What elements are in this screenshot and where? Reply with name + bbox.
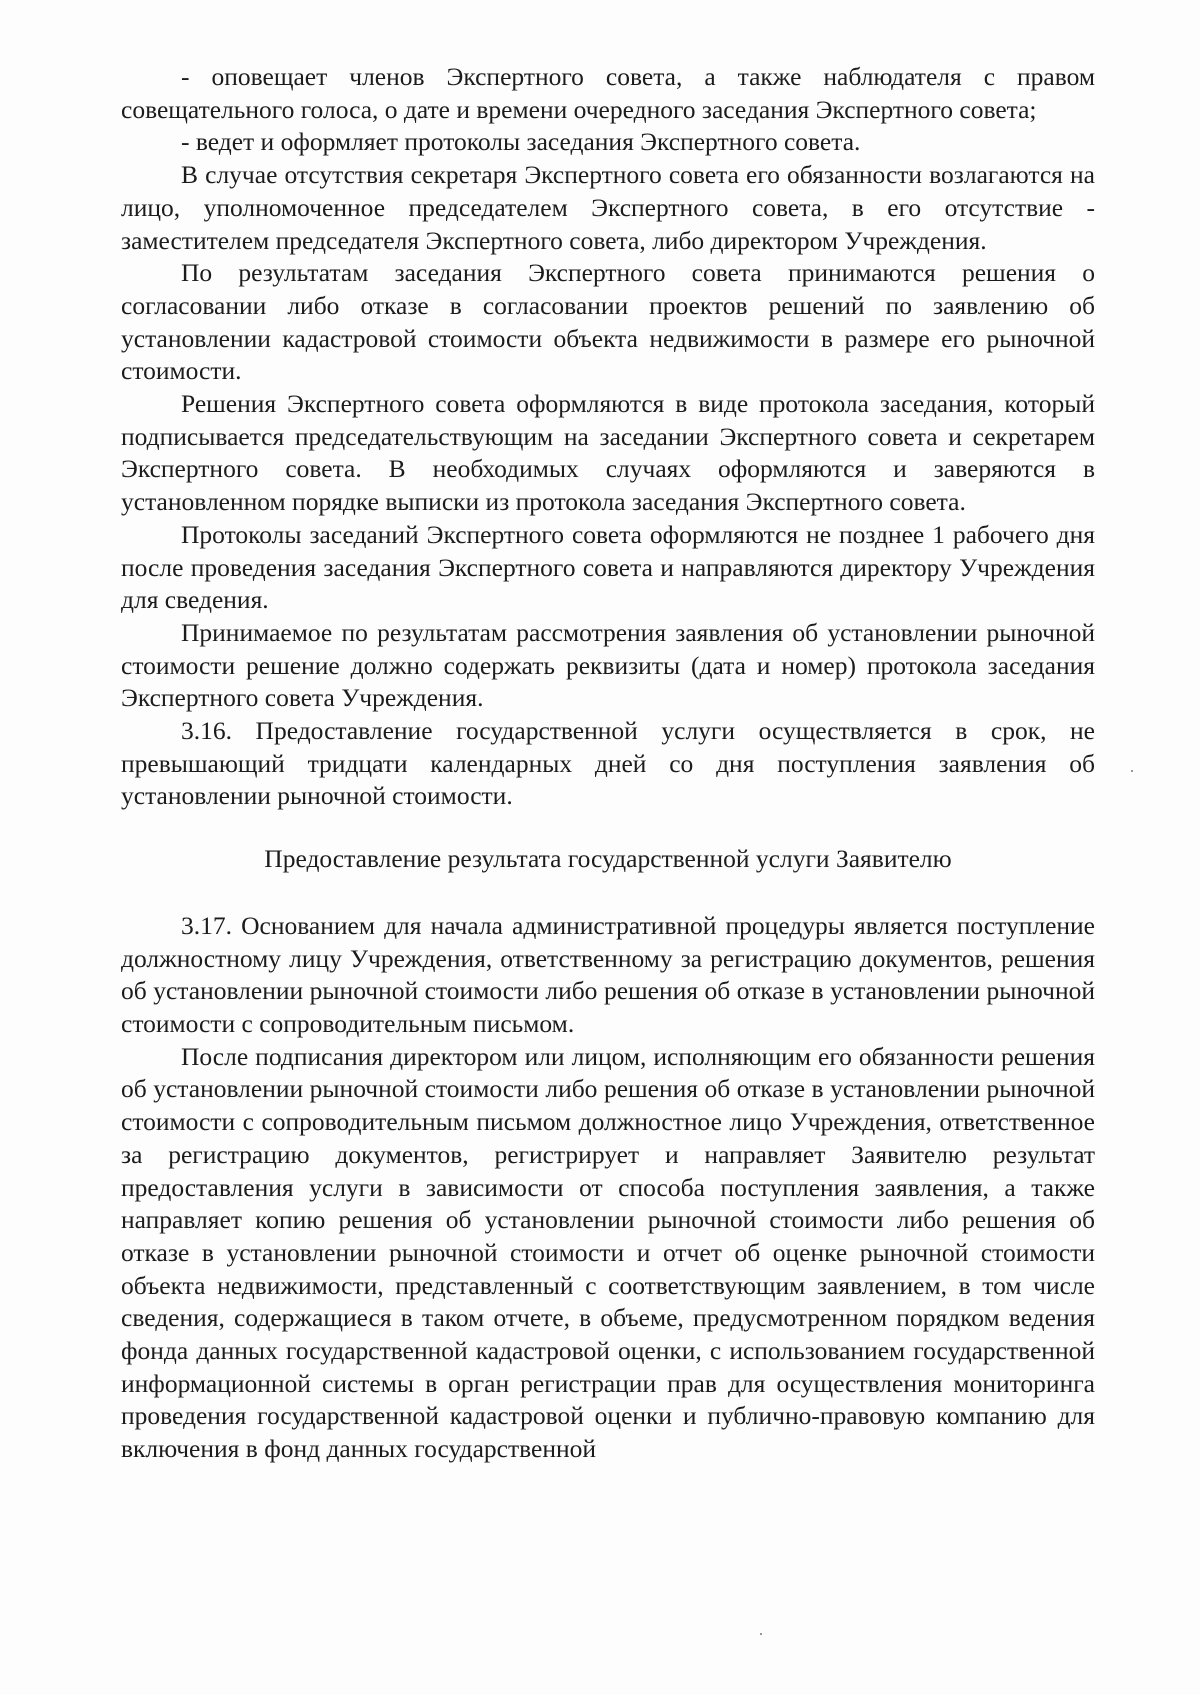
scan-speck: [760, 1633, 762, 1635]
paragraph-meeting-results: По результатам заседания Экспертного совета принимаются решения о согласовании либо отказе в согласовании проектов решений по заявлению об установлении кадастровой стоимости объекта недвижимости в размере его рыночной стоимости.: [121, 258, 1095, 386]
paragraph-secretary-absence: В случае отсутствия секретаря Экспертного совета его обязанности возлагаются на лицо, уполномоченное председателем Экспертного совета, в его отсутствие - заместителем председателя Экспертного совета, либо директором Учреждения.: [121, 160, 1095, 255]
paragraph-notify-members: - оповещает членов Экспертного совета, а также наблюдателя с правом совещательного голоса, о дате и времени очередного заседания Экспертного совета;: [121, 62, 1095, 124]
paragraph-decision-requisites: Принимаемое по результатам рассмотрения заявления об установлении рыночной стоимости решение должно содержать реквизиты (дата и номер) протокола заседания Экспертного совета Учреждения.: [121, 617, 1095, 713]
document-body: [121, 61, 1095, 1466]
paragraph-protocol-deadline: Протоколы заседаний Экспертного совета оформляются не позднее 1 рабочего дня после проведения заседания Экспертного совета и направляются директору Учреждения для сведения.: [121, 519, 1095, 615]
section-heading: Предоставление результата государственной услуги Заявителю: [264, 844, 952, 874]
paragraph-keep-protocols: - ведет и оформляет протоколы заседания Экспертного совета.: [181, 127, 861, 157]
paragraph-3-17: 3.17. Основанием для начала административной процедуры является поступление должностному лицу Учреждения, ответственному за регистрацию документов, решения об установлении рыночной стоимости либо решения об отказе в установлении рыночной стоимости с сопроводительным письмом.: [121, 910, 1095, 1038]
paragraph-3-16: 3.16. Предоставление государственной услуги осуществляется в срок, не превышающий тридцати календарных дней со дня поступления заявления об установлении рыночной стоимости.: [121, 716, 1095, 811]
scan-speck: [1131, 770, 1133, 772]
paragraph-decisions-protocol: Решения Экспертного совета оформляются в виде протокола заседания, который подписывается председательствующим на заседании Экспертного совета и секретарем Экспертного совета. В необходимых случаях оформляются и заверяются в установленном порядке выписки из протокола заседания Экспертного совета.: [121, 389, 1095, 517]
paragraph-after-signing: После подписания директором или лицом, исполняющим его обязанности решения об установлении рыночной стоимости либо решения об отказе в установлении рыночной стоимости с сопроводительным письмом должностное лицо Учреждения, ответственное за регистрацию документов, регистрирует и направляет Заявителю результат предоставления услуги в зависимости от способа поступления заявления, а также направляет копию решения об установлении рыночной стоимости либо решения об отказе в установлении рыночной стоимости и отчет об оценке рыночной стоимости объекта недвижимости, представленный с соответствующим заявлением, в том числе сведения, содержащиеся в таком отчете, в объеме, предусмотренном порядком ведения фонда данных государственной кадастровой оценки, с использованием государственной информационной системы в орган регистрации прав для осуществления мониторинга проведения государственной кадастровой оценки и публично-правовую компанию для включения в фонд данных государственной: [121, 1041, 1095, 1464]
